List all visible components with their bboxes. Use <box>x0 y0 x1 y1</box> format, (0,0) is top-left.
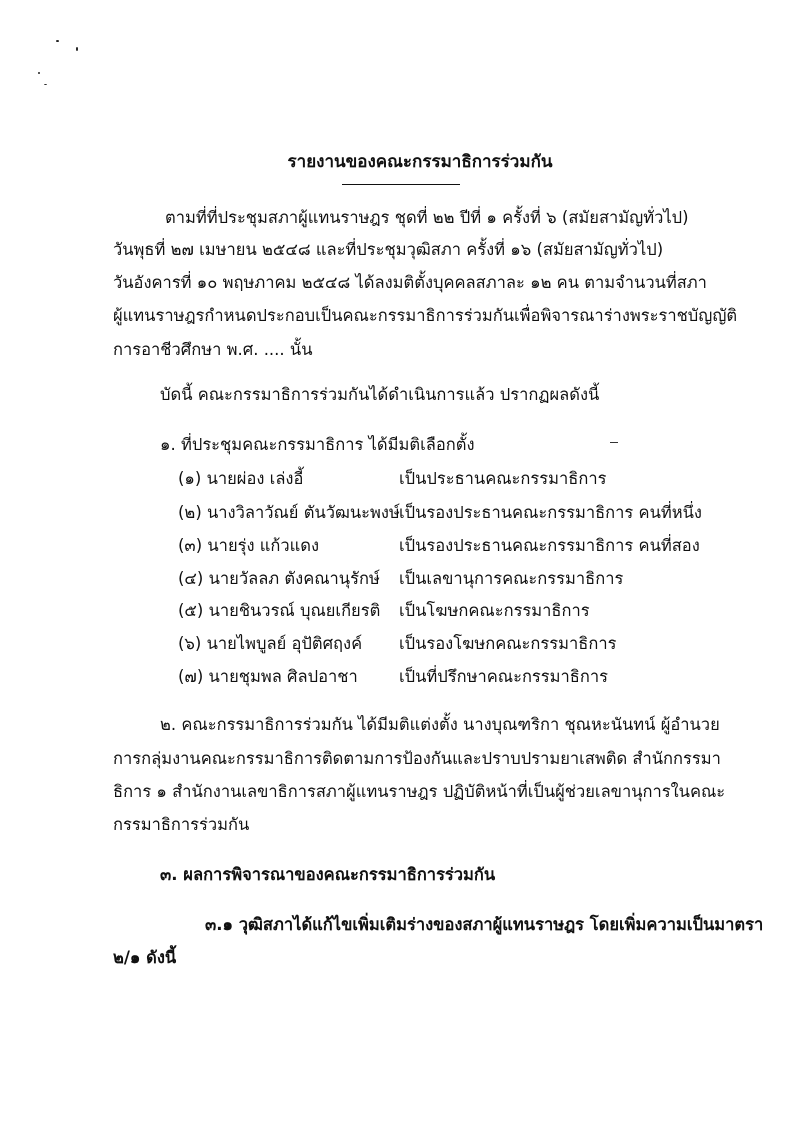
intro-line: วันอังคารที่ ๑๐ พฤษภาคม ๒๕๔๘ ได้ลงมติตั้งบุคคลสภาละ ๑๒ คน ตามจำนวนที่สภา <box>113 273 707 292</box>
title-underline <box>342 184 460 185</box>
margin-mark <box>610 442 618 443</box>
document-title: รายงานของคณะกรรมาธิการร่วมกัน <box>287 152 553 172</box>
section2-line: กรรมาธิการร่วมกัน <box>113 815 250 834</box>
member-name: (๗) นายชุมพล ศิลปอาชา <box>178 667 358 686</box>
member-role: เป็นเลขานุการคณะกรรมาธิการ <box>399 569 624 588</box>
member-role: เป็นรองโฆษกคณะกรรมาธิการ <box>399 634 617 653</box>
member-name: (๖) นายไพบูลย์ อุปัติศฤงค์ <box>178 634 363 653</box>
member-name: (๔) นายวัลลภ ตังคณานุรักษ์ <box>178 569 380 588</box>
section2-line: ธิการ ๑ สำนักงานเลขาธิการสภาผู้แทนราษฎร ปฏิบัติหน้าที่เป็นผู้ช่วยเลขานุการในคณะ <box>113 782 726 801</box>
member-role: เป็นประธานคณะกรรมาธิการ <box>399 469 607 488</box>
section2-line: ๒. คณะกรรมาธิการร่วมกัน ได้มีมติแต่งตั้ง นางบุณฑริกา ชุณหะนันทน์ ผู้อำนวย <box>160 715 720 734</box>
member-role: เป็นรองประธานคณะกรรมาธิการ คนที่หนึ่ง <box>399 503 702 522</box>
status-line: บัดนี้ คณะกรรมาธิการร่วมกันได้ดำเนินการแล้ว ปรากฏผลดังนี้ <box>160 385 600 404</box>
member-name: (๓) นายรุ่ง แก้วแดง <box>178 536 320 555</box>
intro-line: ตามที่ที่ประชุมสภาผู้แทนราษฎร ชุดที่ ๒๒ ปีที่ ๑ ครั้งที่ ๖ (สมัยสามัญทั่วไป) <box>165 208 689 227</box>
section3-1-line: ๓.๑ วุฒิสภาได้แก้ไขเพิ่มเติมร่างของสภาผู้แทนราษฎร โดยเพิ่มความเป็นมาตรา <box>205 915 764 934</box>
member-name: (๑) นายผ่อง เล่งอี้ <box>178 469 304 488</box>
intro-line: วันพุธที่ ๒๗ เมษายน ๒๕๔๘ และที่ประชุมวุฒิสภา ครั้งที่ ๑๖ (สมัยสามัญทั่วไป) <box>113 240 664 259</box>
section2-line: การกลุ่มงานคณะกรรมาธิการติดตามการป้องกันและปราบปรามยาเสพติด สำนักกรรมา <box>113 749 721 768</box>
intro-line: ผู้แทนราษฎรกำหนดประกอบเป็นคณะกรรมาธิการร่วมกันเพื่อพิจารณาร่างพระราชบัญญัติ <box>113 306 738 325</box>
section3-heading: ๓. ผลการพิจารณาของคณะกรรมาธิการร่วมกัน <box>160 865 496 884</box>
member-name: (๒) นางวิลาวัณย์ ตันวัฒนะพงษ์ <box>178 503 400 522</box>
scan-speck <box>76 47 78 51</box>
scan-speck <box>44 84 47 85</box>
member-role: เป็นที่ปรึกษาคณะกรรมาธิการ <box>399 667 608 686</box>
intro-line: การอาชีวศึกษา พ.ศ. .... นั้น <box>113 340 313 359</box>
scan-speck <box>56 40 59 42</box>
member-role: เป็นรองประธานคณะกรรมาธิการ คนที่สอง <box>399 536 700 555</box>
section1-heading: ๑. ที่ประชุมคณะกรรมาธิการ ได้มีมติเลือกตั้ง <box>160 435 475 454</box>
scan-speck <box>38 72 40 74</box>
member-name: (๕) นายชินวรณ์ บุณยเกียรติ <box>178 601 381 620</box>
member-role: เป็นโฆษกคณะกรรมาธิการ <box>399 601 590 620</box>
section3-1-line: ๒/๑ ดังนี้ <box>113 948 177 967</box>
